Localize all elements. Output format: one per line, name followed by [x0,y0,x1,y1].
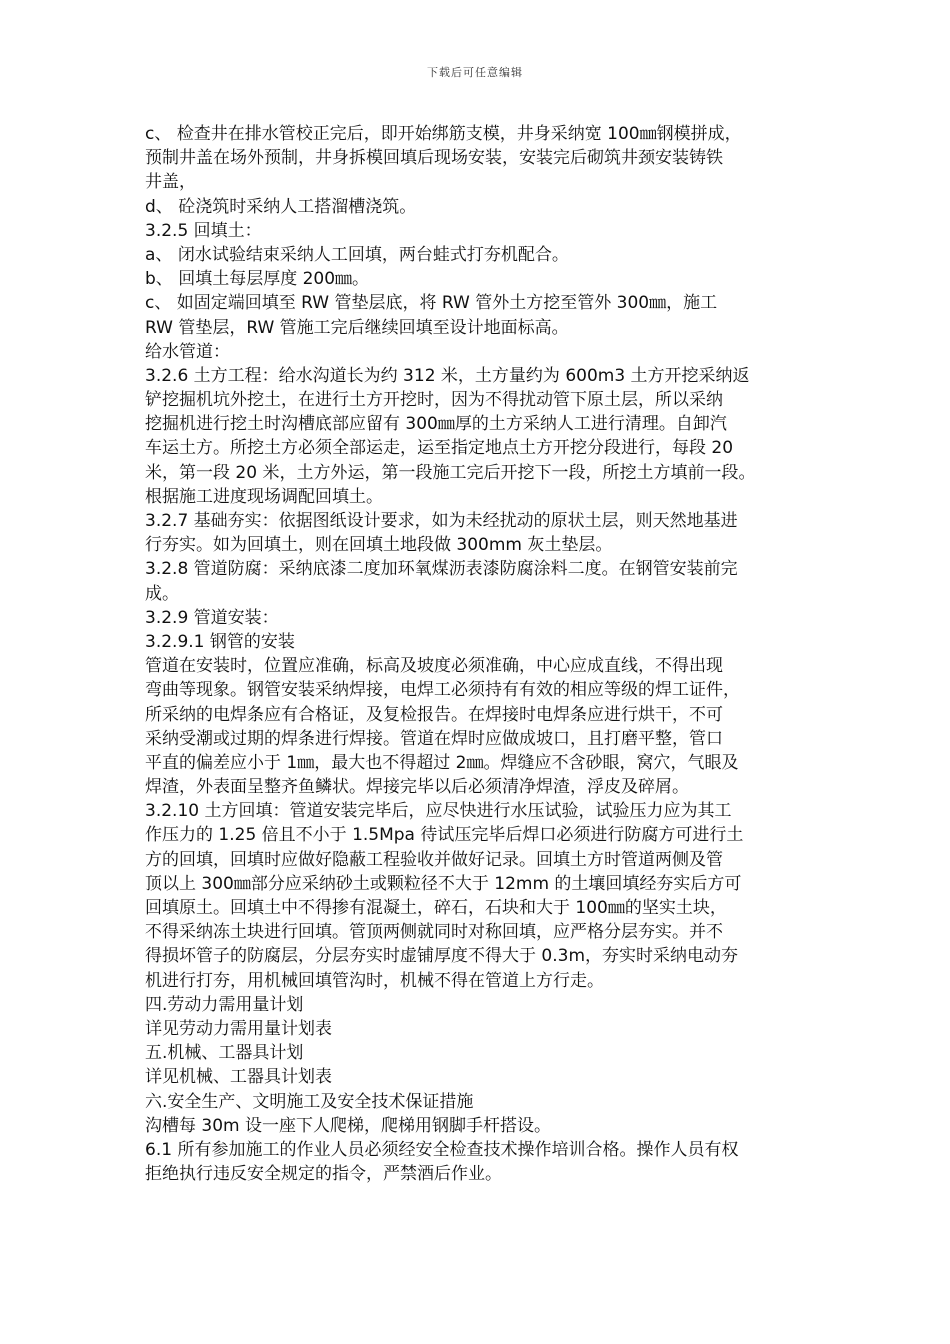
text-line: 行夯实。如为回填土，则在回填土地段做 300mm 灰土垫层。 [145,535,613,556]
text-line: 拒绝执行违反安全规定的指令，严禁酒后作业。 [145,1164,502,1185]
text-line: 6.1 所有参加施工的作业人员必须经安全检查技术操作培训合格。操作人员有权 [145,1139,739,1160]
text-line: 3.2.9.1 钢管的安装 [145,631,295,652]
text-line: 方的回填，回填时应做好隐蔽工程验收并做好记录。回填土方时管道两侧及管 [145,849,723,870]
text-line: 焊渣，外表面呈整齐鱼鳞状。焊接完毕以后必须清净焊渣，浮皮及碎屑。 [145,777,689,798]
text-line: 3.2.8 管道防腐：采纳底漆二度加环氧煤沥表漆防腐涂料二度。在钢管安装前完 [145,559,738,580]
text-line: a、 闭水试验结束采纳人工回填，两台蛙式打夯机配合。 [145,244,569,265]
text-line: 平直的偏差应小于 1㎜，最大也不得超过 2㎜。焊缝应不含砂眼，窝穴，气眼及 [145,752,739,773]
text-line: 给水管道： [145,341,230,362]
text-line: 管道在安装时，位置应准确，标高及坡度必须准确，中心应成直线，不得出现 [145,656,723,677]
text-line: 根据施工进度现场调配回填土。 [145,486,383,507]
text-line: 顶以上 300㎜部分应采纳砂土或颗粒径不大于 12mm 的土壤回填经夯实后方可 [145,873,742,894]
text-line: 3.2.9 管道安装： [145,607,279,628]
text-line: c、 检查井在排水管校正完后，即开始绑筋支模，井身采纳宽 100㎜钢模拼成， [145,124,742,144]
text-line: 不得采纳冻土块进行回填。管顶两侧就同时对称回填，应严格分层夯实。并不 [145,922,723,943]
text-line: 3.2.5 回填土： [145,220,262,241]
text-line: 详见劳动力需用量计划表 [145,1018,332,1039]
text-line: 沟槽每 30m 设一座下人爬梯，爬梯用钢脚手杆搭设。 [145,1115,551,1136]
text-line: 铲挖掘机坑外挖土，在进行土方开挖时，因为不得扰动管下原土层，所以采纳 [145,390,723,411]
text-line: 3.2.7 基础夯实：依据图纸设计要求，如为未经扰动的原状土层，则天然地基进 [145,511,738,531]
text-line: 机进行打夯，用机械回填管沟时，机械不得在管道上方行走。 [145,970,604,991]
document-body [145,122,825,1186]
text-line: 井盖， [145,172,196,193]
text-line: 挖掘机进行挖土时沟槽底部应留有 300㎜厚的土方采纳人工进行清理。自卸汽 [145,414,727,435]
text-line: 五.机械、工器具计划 [145,1043,304,1064]
text-line: d、 砼浇筑时采纳人工搭溜槽浇筑。 [145,196,417,217]
page-header: 下载后可任意编辑 [427,66,523,79]
text-line: 预制井盖在场外预制，井身拆模回填后现场安装，安装完后砌筑井颈安装铸铁 [145,148,723,169]
text-line: 米，第一段 20 米，土方外运，第一段施工完后开挖下一段，所挖土方填前一段。 [145,462,756,483]
text-line: 车运土方。所挖土方必须全部运走，运至指定地点土方开挖分段进行，每段 20 [145,438,734,459]
text-line: c、 如固定端回填至 RW 管垫层底，将 RW 管外土方挖至管外 300㎜，施工 [145,293,718,314]
text-line: 四.劳动力需用量计划 [145,994,304,1015]
text-line: 得损坏管子的防腐层，分层夯实时虚铺厚度不得大于 0.3m，夯实时采纳电动夯 [145,946,738,967]
text-line: 详见机械、工器具计划表 [145,1067,332,1088]
text-line: b、 回填土每层厚度 200㎜。 [145,269,370,290]
text-line: 3.2.10 土方回填：管道安装完毕后，应尽快进行水压试验，试验压力应为其工 [145,801,732,822]
text-line: 成。 [145,583,179,604]
text-line: 采纳受潮或过期的焊条进行焊接。管道在焊时应做成坡口，且打磨平整，管口 [145,728,723,749]
text-line: 六.安全生产、文明施工及安全技术保证措施 [145,1091,474,1112]
text-line: 所采纳的电焊条应有合格证，及复检报告。在焊接时电焊条应进行烘干，不可 [145,704,723,725]
text-line: RW 管垫层，RW 管施工完后继续回填至设计地面标高。 [145,317,569,338]
text-line: 3.2.6 土方工程：给水沟道长为约 312 米，土方量约为 600m3 土方开挖采纳返 [145,365,750,386]
text-line: 作压力的 1.25 倍且不小于 1.5Mpa 待试压完毕后焊口必须进行防腐方可进行土 [145,825,744,846]
text-line: 弯曲等现象。钢管安装采纳焊接，电焊工必须持有有效的相应等级的焊工证件， [145,680,740,701]
text-line: 回填原土。回填土中不得掺有混凝土，碎石，石块和大于 100㎜的坚实土块， [145,898,727,918]
